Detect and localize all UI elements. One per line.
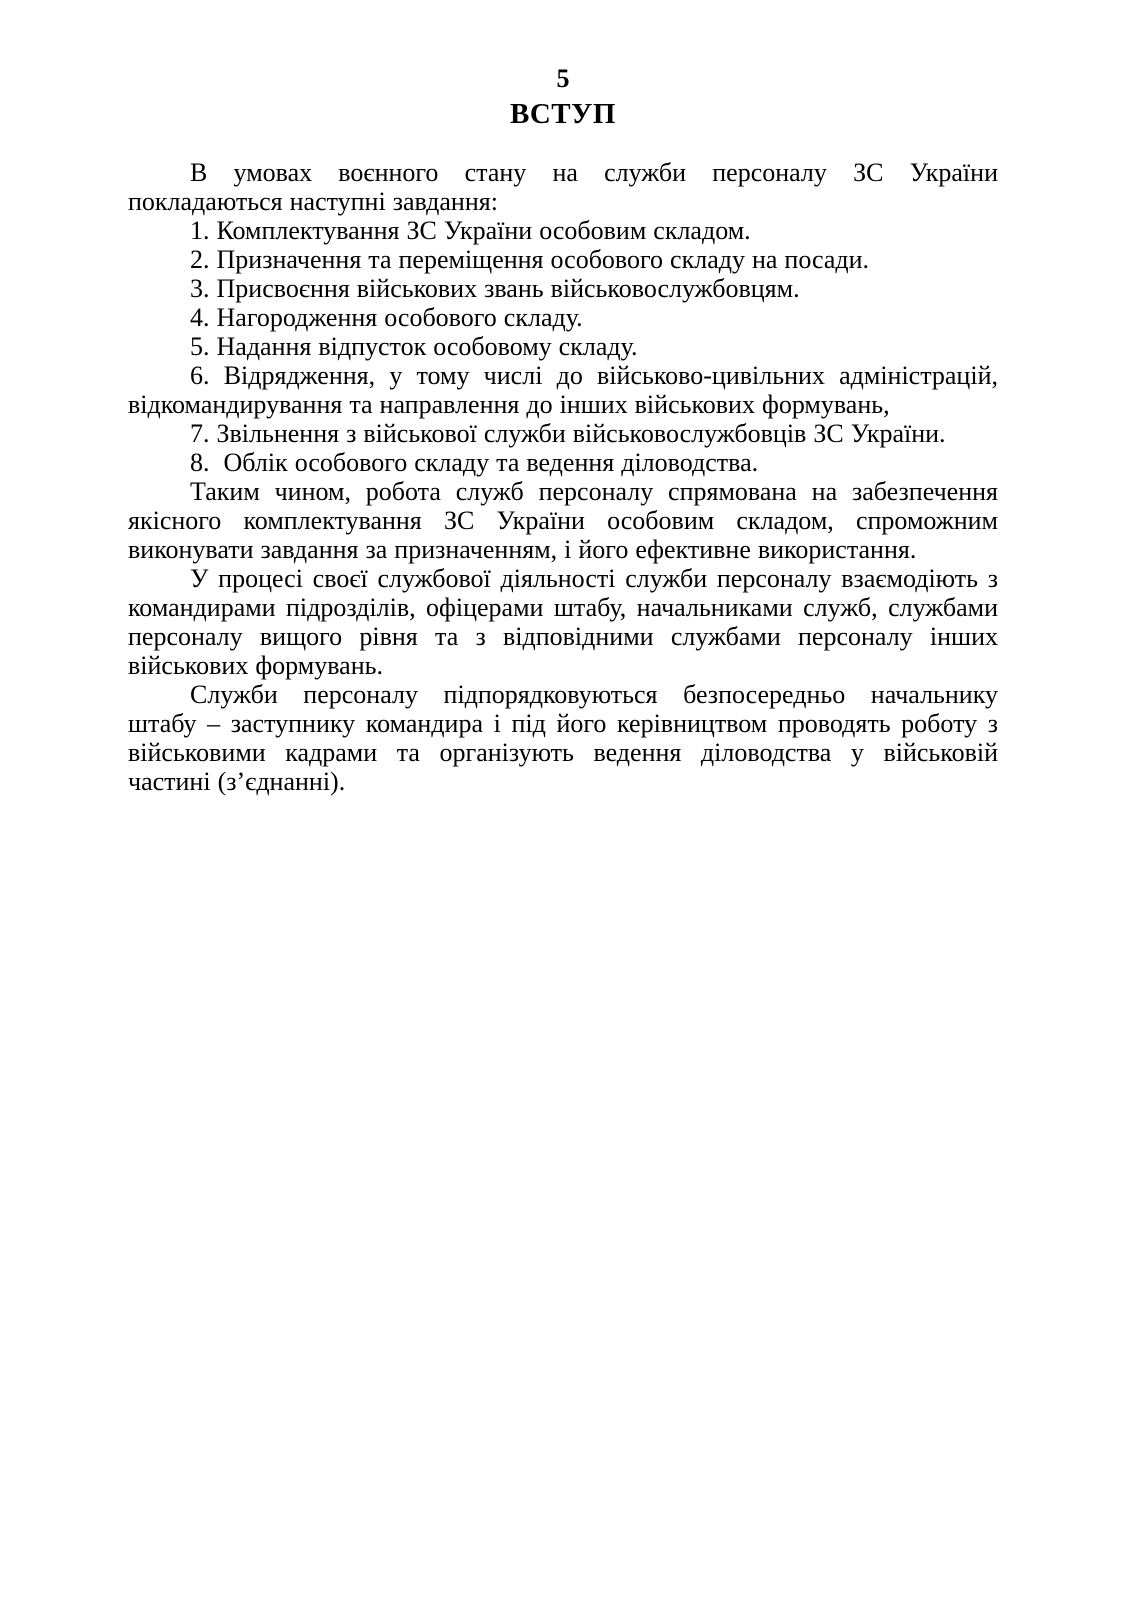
list-item: 7. Звільнення з військової служби військовослужбовців ЗС України. <box>190 419 946 448</box>
list-item: 4. Нагородження особового складу. <box>190 303 583 332</box>
paragraph: У процесі своєї службової діяльності служби персоналу взаємодіють з командирами підрозділів, офіцерами штабу, начальниками служб, службами персоналу вищого рівня та з відповідними службами персоналу інших військових формувань. <box>128 564 998 680</box>
list-item: 5. Надання відпусток особовому складу. <box>190 332 638 361</box>
paragraph: Таким чином, робота служб персоналу спрямована на забезпечення якісного комплектування ЗС України особовим складом, спроможним виконувати завдання за призначенням, і його ефективне використання. <box>128 477 998 564</box>
page-title: ВСТУП <box>510 98 616 130</box>
list-item: 3. Присвоєння військових звань військовослужбовцям. <box>190 274 800 303</box>
paragraph: В умовах воєнного стану на служби персоналу ЗС України покладаються наступні завдання: <box>128 158 998 216</box>
list-item: 6. Відрядження, у тому числі до військово-цивільних адміністрацій, відкомандирування та направлення до інших військових формувань, <box>128 361 998 419</box>
list-item: 8. Облік особового складу та ведення діловодства. <box>190 448 759 477</box>
list-item: 1. Комплектування ЗС України особовим складом. <box>190 216 751 245</box>
document-body <box>128 158 998 796</box>
list-item: 2. Призначення та переміщення особового складу на посади. <box>190 245 870 274</box>
paragraph: Служби персоналу підпорядковуються безпосередньо начальнику штабу – заступнику командира і під його керівництвом проводять роботу з військовими кадрами та організують ведення діловодства у військовій частині (з’єднанні). <box>128 680 998 796</box>
page-number: 5 <box>556 64 570 93</box>
